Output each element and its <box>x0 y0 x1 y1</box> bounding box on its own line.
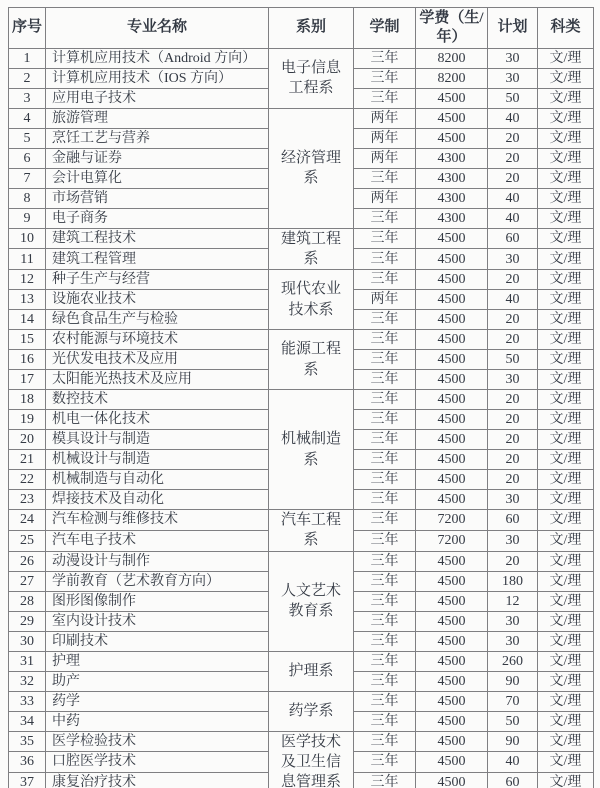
cell-duration: 三年 <box>354 510 416 531</box>
cell-major: 印刷技术 <box>46 631 269 651</box>
cell-department: 护理系 <box>269 651 354 691</box>
cell-major: 机械设计与制造 <box>46 450 269 470</box>
enrollment-plan-table <box>8 7 594 788</box>
column-header-duration: 学制 <box>354 8 416 49</box>
cell-duration: 三年 <box>354 410 416 430</box>
cell-duration: 两年 <box>354 128 416 148</box>
cell-fee: 4300 <box>416 208 488 228</box>
cell-duration: 三年 <box>354 470 416 490</box>
cell-duration: 两年 <box>354 148 416 168</box>
cell-major: 应用电子技术 <box>46 88 269 108</box>
cell-no: 21 <box>9 450 46 470</box>
cell-no: 35 <box>9 731 46 752</box>
cell-category: 文/理 <box>538 270 594 290</box>
cell-category: 文/理 <box>538 731 594 752</box>
cell-plan: 60 <box>488 510 538 531</box>
cell-fee: 4500 <box>416 731 488 752</box>
cell-fee: 4500 <box>416 591 488 611</box>
cell-plan: 12 <box>488 591 538 611</box>
cell-plan: 20 <box>488 470 538 490</box>
cell-fee: 4500 <box>416 671 488 691</box>
cell-duration: 三年 <box>354 168 416 188</box>
cell-fee: 4500 <box>416 551 488 571</box>
cell-plan: 20 <box>488 330 538 350</box>
cell-fee: 4500 <box>416 108 488 128</box>
cell-duration: 三年 <box>354 430 416 450</box>
cell-no: 1 <box>9 48 46 68</box>
cell-fee: 4500 <box>416 430 488 450</box>
column-header-no: 序号 <box>9 8 46 49</box>
cell-duration: 三年 <box>354 390 416 410</box>
cell-no: 33 <box>9 691 46 711</box>
cell-fee: 4500 <box>416 290 488 310</box>
cell-plan: 30 <box>488 530 538 551</box>
cell-fee: 4500 <box>416 450 488 470</box>
cell-fee: 8200 <box>416 68 488 88</box>
cell-no: 12 <box>9 270 46 290</box>
cell-fee: 4500 <box>416 571 488 591</box>
cell-major: 图形图像制作 <box>46 591 269 611</box>
cell-plan: 70 <box>488 691 538 711</box>
cell-department: 电子信息工程系 <box>269 48 354 108</box>
cell-fee: 4500 <box>416 772 488 788</box>
cell-fee: 4500 <box>416 350 488 370</box>
cell-major: 护理 <box>46 651 269 671</box>
cell-major: 计算机应用技术（IOS 方向） <box>46 68 269 88</box>
cell-plan: 60 <box>488 772 538 788</box>
cell-department: 人文艺术教育系 <box>269 551 354 651</box>
cell-fee: 7200 <box>416 530 488 551</box>
column-header-major: 专业名称 <box>46 8 269 49</box>
cell-plan: 20 <box>488 168 538 188</box>
cell-category: 文/理 <box>538 450 594 470</box>
cell-fee: 4300 <box>416 188 488 208</box>
cell-major: 室内设计技术 <box>46 611 269 631</box>
header-row <box>9 8 594 49</box>
cell-category: 文/理 <box>538 711 594 731</box>
table-row <box>9 330 594 350</box>
cell-major: 焊接技术及自动化 <box>46 490 269 510</box>
cell-duration: 三年 <box>354 208 416 228</box>
cell-duration: 三年 <box>354 651 416 671</box>
cell-duration: 三年 <box>354 631 416 651</box>
table-row <box>9 48 594 68</box>
cell-major: 建筑工程技术 <box>46 228 269 249</box>
cell-department: 机械制造系 <box>269 390 354 510</box>
cell-major: 机电一体化技术 <box>46 410 269 430</box>
cell-major: 电子商务 <box>46 208 269 228</box>
cell-no: 13 <box>9 290 46 310</box>
cell-major: 动漫设计与制作 <box>46 551 269 571</box>
cell-major: 市场营销 <box>46 188 269 208</box>
cell-fee: 4500 <box>416 310 488 330</box>
cell-duration: 三年 <box>354 88 416 108</box>
cell-category: 文/理 <box>538 631 594 651</box>
cell-no: 3 <box>9 88 46 108</box>
cell-major: 模具设计与制造 <box>46 430 269 450</box>
cell-no: 9 <box>9 208 46 228</box>
cell-no: 5 <box>9 128 46 148</box>
cell-category: 文/理 <box>538 168 594 188</box>
cell-plan: 40 <box>488 208 538 228</box>
table-row <box>9 510 594 531</box>
table-row <box>9 228 594 249</box>
cell-fee: 4500 <box>416 228 488 249</box>
cell-plan: 20 <box>488 390 538 410</box>
cell-category: 文/理 <box>538 591 594 611</box>
column-header-category: 科类 <box>538 8 594 49</box>
cell-category: 文/理 <box>538 108 594 128</box>
cell-category: 文/理 <box>538 510 594 531</box>
cell-category: 文/理 <box>538 148 594 168</box>
cell-major: 机械制造与自动化 <box>46 470 269 490</box>
cell-fee: 4300 <box>416 168 488 188</box>
cell-plan: 50 <box>488 88 538 108</box>
cell-duration: 三年 <box>354 450 416 470</box>
cell-no: 34 <box>9 711 46 731</box>
cell-category: 文/理 <box>538 310 594 330</box>
cell-fee: 4500 <box>416 410 488 430</box>
cell-duration: 三年 <box>354 249 416 270</box>
cell-plan: 20 <box>488 551 538 571</box>
cell-plan: 40 <box>488 108 538 128</box>
column-header-department: 系别 <box>269 8 354 49</box>
table-body <box>9 48 594 788</box>
cell-no: 16 <box>9 350 46 370</box>
cell-no: 19 <box>9 410 46 430</box>
cell-department: 建筑工程系 <box>269 228 354 270</box>
cell-plan: 20 <box>488 450 538 470</box>
cell-major: 康复治疗技术 <box>46 772 269 788</box>
cell-category: 文/理 <box>538 48 594 68</box>
cell-plan: 20 <box>488 310 538 330</box>
cell-plan: 260 <box>488 651 538 671</box>
cell-category: 文/理 <box>538 651 594 671</box>
cell-category: 文/理 <box>538 370 594 390</box>
cell-duration: 三年 <box>354 691 416 711</box>
cell-duration: 三年 <box>354 772 416 788</box>
cell-category: 文/理 <box>538 290 594 310</box>
cell-plan: 30 <box>488 48 538 68</box>
cell-department: 医学技术及卫生信息管理系 <box>269 731 354 788</box>
cell-major: 助产 <box>46 671 269 691</box>
cell-fee: 4500 <box>416 249 488 270</box>
cell-category: 文/理 <box>538 551 594 571</box>
cell-major: 药学 <box>46 691 269 711</box>
cell-duration: 三年 <box>354 551 416 571</box>
cell-fee: 4500 <box>416 711 488 731</box>
cell-no: 32 <box>9 671 46 691</box>
cell-no: 23 <box>9 490 46 510</box>
cell-major: 绿色食品生产与检验 <box>46 310 269 330</box>
table-row <box>9 651 594 671</box>
cell-no: 27 <box>9 571 46 591</box>
cell-no: 14 <box>9 310 46 330</box>
cell-plan: 20 <box>488 430 538 450</box>
table-row <box>9 691 594 711</box>
cell-fee: 4500 <box>416 470 488 490</box>
cell-duration: 三年 <box>354 530 416 551</box>
cell-major: 种子生产与经营 <box>46 270 269 290</box>
cell-plan: 30 <box>488 68 538 88</box>
cell-category: 文/理 <box>538 752 594 773</box>
cell-major: 光伏发电技术及应用 <box>46 350 269 370</box>
cell-plan: 30 <box>488 611 538 631</box>
cell-plan: 20 <box>488 128 538 148</box>
cell-fee: 4500 <box>416 88 488 108</box>
cell-fee: 4500 <box>416 370 488 390</box>
cell-plan: 30 <box>488 249 538 270</box>
cell-plan: 90 <box>488 731 538 752</box>
cell-plan: 20 <box>488 410 538 430</box>
cell-duration: 三年 <box>354 591 416 611</box>
cell-no: 15 <box>9 330 46 350</box>
cell-major: 学前教育（艺术教育方向） <box>46 571 269 591</box>
cell-plan: 40 <box>488 752 538 773</box>
cell-category: 文/理 <box>538 691 594 711</box>
cell-major: 汽车电子技术 <box>46 530 269 551</box>
table-row <box>9 108 594 128</box>
cell-fee: 4500 <box>416 490 488 510</box>
cell-duration: 三年 <box>354 48 416 68</box>
cell-plan: 30 <box>488 490 538 510</box>
cell-fee: 7200 <box>416 510 488 531</box>
cell-fee: 4300 <box>416 148 488 168</box>
cell-category: 文/理 <box>538 128 594 148</box>
cell-major: 农村能源与环境技术 <box>46 330 269 350</box>
cell-no: 31 <box>9 651 46 671</box>
cell-department: 药学系 <box>269 691 354 731</box>
cell-category: 文/理 <box>538 68 594 88</box>
cell-plan: 30 <box>488 370 538 390</box>
cell-major: 中药 <box>46 711 269 731</box>
cell-fee: 4500 <box>416 128 488 148</box>
column-header-plan: 计划 <box>488 8 538 49</box>
column-header-fee: 学费（生/年） <box>416 8 488 49</box>
cell-no: 8 <box>9 188 46 208</box>
cell-no: 11 <box>9 249 46 270</box>
cell-fee: 4500 <box>416 631 488 651</box>
cell-no: 30 <box>9 631 46 651</box>
cell-fee: 4500 <box>416 330 488 350</box>
cell-duration: 三年 <box>354 68 416 88</box>
cell-duration: 三年 <box>354 711 416 731</box>
cell-fee: 4500 <box>416 691 488 711</box>
cell-department: 能源工程系 <box>269 330 354 390</box>
cell-no: 26 <box>9 551 46 571</box>
cell-no: 6 <box>9 148 46 168</box>
cell-no: 29 <box>9 611 46 631</box>
cell-fee: 4500 <box>416 651 488 671</box>
table-row <box>9 551 594 571</box>
cell-department: 汽车工程系 <box>269 510 354 552</box>
cell-no: 36 <box>9 752 46 773</box>
cell-no: 20 <box>9 430 46 450</box>
cell-no: 37 <box>9 772 46 788</box>
cell-major: 烹饪工艺与营养 <box>46 128 269 148</box>
table-row <box>9 270 594 290</box>
cell-major: 旅游管理 <box>46 108 269 128</box>
cell-plan: 20 <box>488 148 538 168</box>
cell-duration: 三年 <box>354 310 416 330</box>
cell-plan: 50 <box>488 711 538 731</box>
cell-duration: 三年 <box>354 370 416 390</box>
cell-no: 24 <box>9 510 46 531</box>
cell-major: 太阳能光热技术及应用 <box>46 370 269 390</box>
cell-category: 文/理 <box>538 390 594 410</box>
cell-duration: 三年 <box>354 490 416 510</box>
cell-duration: 三年 <box>354 350 416 370</box>
cell-category: 文/理 <box>538 330 594 350</box>
cell-duration: 三年 <box>354 270 416 290</box>
cell-no: 28 <box>9 591 46 611</box>
cell-category: 文/理 <box>538 410 594 430</box>
cell-duration: 三年 <box>354 671 416 691</box>
cell-category: 文/理 <box>538 350 594 370</box>
cell-duration: 三年 <box>354 731 416 752</box>
cell-duration: 三年 <box>354 228 416 249</box>
cell-plan: 40 <box>488 290 538 310</box>
cell-major: 会计电算化 <box>46 168 269 188</box>
table-row <box>9 731 594 752</box>
cell-major: 口腔医学技术 <box>46 752 269 773</box>
cell-category: 文/理 <box>538 228 594 249</box>
table-header <box>9 8 594 49</box>
cell-plan: 40 <box>488 188 538 208</box>
cell-major: 医学检验技术 <box>46 731 269 752</box>
cell-category: 文/理 <box>538 671 594 691</box>
cell-category: 文/理 <box>538 208 594 228</box>
cell-no: 25 <box>9 530 46 551</box>
cell-plan: 90 <box>488 671 538 691</box>
cell-major: 金融与证券 <box>46 148 269 168</box>
cell-no: 7 <box>9 168 46 188</box>
cell-duration: 两年 <box>354 108 416 128</box>
cell-duration: 三年 <box>354 571 416 591</box>
cell-major: 设施农业技术 <box>46 290 269 310</box>
cell-department: 经济管理系 <box>269 108 354 228</box>
cell-major: 建筑工程管理 <box>46 249 269 270</box>
cell-duration: 三年 <box>354 752 416 773</box>
cell-no: 22 <box>9 470 46 490</box>
cell-fee: 4500 <box>416 390 488 410</box>
cell-fee: 4500 <box>416 611 488 631</box>
cell-plan: 30 <box>488 631 538 651</box>
cell-department: 现代农业技术系 <box>269 270 354 330</box>
cell-duration: 三年 <box>354 330 416 350</box>
cell-category: 文/理 <box>538 88 594 108</box>
cell-category: 文/理 <box>538 490 594 510</box>
cell-major: 数控技术 <box>46 390 269 410</box>
cell-category: 文/理 <box>538 530 594 551</box>
cell-category: 文/理 <box>538 188 594 208</box>
cell-category: 文/理 <box>538 430 594 450</box>
cell-category: 文/理 <box>538 611 594 631</box>
cell-major: 汽车检测与维修技术 <box>46 510 269 531</box>
cell-category: 文/理 <box>538 772 594 788</box>
cell-duration: 两年 <box>354 188 416 208</box>
cell-no: 18 <box>9 390 46 410</box>
cell-no: 2 <box>9 68 46 88</box>
cell-duration: 三年 <box>354 611 416 631</box>
cell-plan: 60 <box>488 228 538 249</box>
cell-fee: 4500 <box>416 752 488 773</box>
cell-plan: 50 <box>488 350 538 370</box>
cell-category: 文/理 <box>538 571 594 591</box>
cell-plan: 20 <box>488 270 538 290</box>
cell-duration: 两年 <box>354 290 416 310</box>
cell-no: 10 <box>9 228 46 249</box>
cell-no: 17 <box>9 370 46 390</box>
cell-fee: 8200 <box>416 48 488 68</box>
table-row <box>9 390 594 410</box>
cell-category: 文/理 <box>538 470 594 490</box>
cell-no: 4 <box>9 108 46 128</box>
cell-category: 文/理 <box>538 249 594 270</box>
cell-plan: 180 <box>488 571 538 591</box>
cell-major: 计算机应用技术（Android 方向） <box>46 48 269 68</box>
cell-fee: 4500 <box>416 270 488 290</box>
